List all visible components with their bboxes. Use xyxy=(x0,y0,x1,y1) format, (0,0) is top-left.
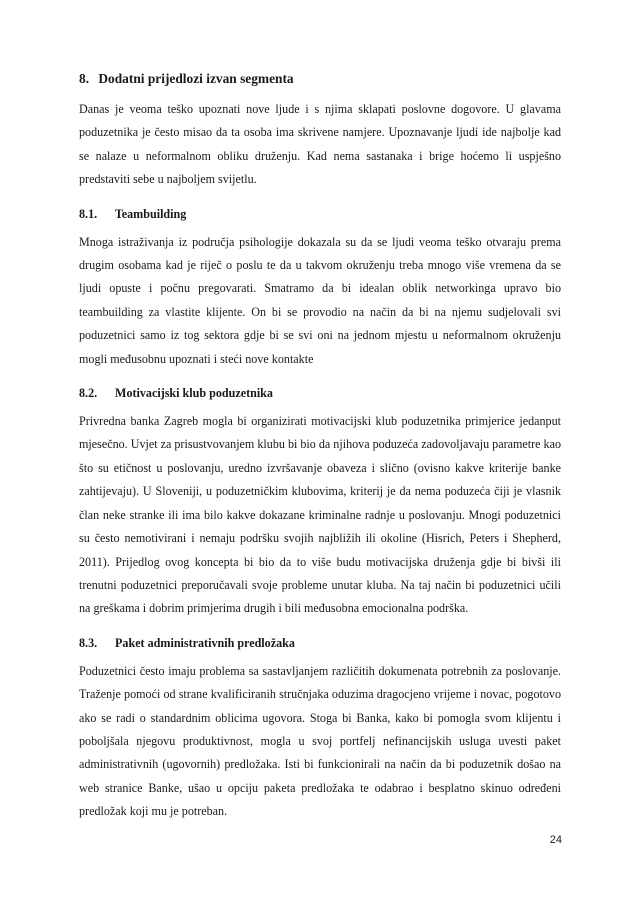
teambuilding-paragraph: Mnoga istraživanja iz područja psihologije dokazala su da se ljudi veoma teško otvaraju prema drugim osobama kad je riječ o poslu te da u takvom okruženju treba mnogo više vremena da se ljudi opuste i počnu pregovarati. Smatramo da bi idealan oblik networkinga upravo bio teambuilding za vlastite klijente. On bi se provodio na način da bi na njemu sudjelovali svi poduzetnici samo iz tog sektora gdje bi se svi oni na jednom mjestu u neformalnom okruženju mogli međusobnu upoznati i steći nove kontakte xyxy=(79,234,561,366)
paket-predlozaka-paragraph: Poduzetnici često imaju problema sa sastavljanjem različitih dokumenata potrebnih za poslovanje. Traženje pomoći od strane kvalificiranih stručnjaka oduzima dragocjeno vrijeme i novac, pogotovo ako se radi o standardnim oblicima ugovora. Stoga bi Banka, kako bi pomogla svom klijentu i poboljšala njegovu produktivnost, mogla u svoj portfelj nefinancijskih usluga uvesti paket administrativnih (ugovornih) predložaka. Isti bi funkcionirali na način da bi poduzetnik došao na web stranice Banke, ušao u opciju paketa predložaka te odabrao i besplatno skinuo određeni predložak koji mu je potreban. xyxy=(79,663,561,819)
subsection-number: 8.3. xyxy=(79,635,98,650)
subsection-number: 8.2. xyxy=(79,386,98,401)
subsection-heading-paket-predlozaka xyxy=(79,635,561,652)
subsection-title: Teambuilding xyxy=(114,206,187,221)
subsection-heading-teambuilding xyxy=(79,206,561,223)
subsection-number: 8.1. xyxy=(79,206,98,221)
page-content xyxy=(79,70,561,824)
subsection-title: Motivacijski klub poduzetnika xyxy=(115,386,273,401)
section-number: 8. xyxy=(79,71,90,86)
motivacijski-klub-paragraph: Privredna banka Zagreb mogla bi organizirati motivacijski klub poduzetnika primjerice jedanput mjesečno. Uvjet za prisustvovanjem klubu bi bio da njihova poduzeća zadovoljavaju parametre kao što su etičnost u poslovanju, uredno izvršavanje obaveza i slično (ovisno kakve kriterije banke zahtijevaju). U Sloveniji, u poduzetničkim klubovima, kriterij je da nema poduzeća čiji je vlasnik član neke stranke ili ima bilo kakve dokazane kriminalne radnje u poslovanju. Mnogi poduzetnici su često nemotivirani i nemaju podršku svojih najbližih ili okoline (Hisrich, Peters i Shepherd, 2011). Prijedlog ovog koncepta bi bio da to više budu motivacijska druženja gdje bi bivši ili trenutni poduzetnici preporučavali svoje probleme unutar kluba. Na taj način bi poduzetnici učili na greškama i dobrim primjerima drugih i bili međusobna emocionalna podrška. xyxy=(79,414,561,616)
section-title: Dodatni prijedlozi izvan segmenta xyxy=(98,71,294,86)
section-heading xyxy=(79,70,561,88)
page-number: 24 xyxy=(549,834,562,846)
subsection-heading-motivacijski-klub xyxy=(79,385,561,402)
subsection-title: Paket administrativnih predložaka xyxy=(115,635,295,650)
section-intro-paragraph: Danas je veoma teško upoznati nove ljude i s njima sklapati poslovne dogovore. U glavama poduzetnika je često misao da ta osoba ima skrivene namjere. Upoznavanje ljudi ide najbolje kad se nalaze u neformalnom obliku druženju. Kad nema sastanaka i brige hoćemo li uspješno predstaviti sebe u najboljem svijetlu. xyxy=(79,102,561,187)
